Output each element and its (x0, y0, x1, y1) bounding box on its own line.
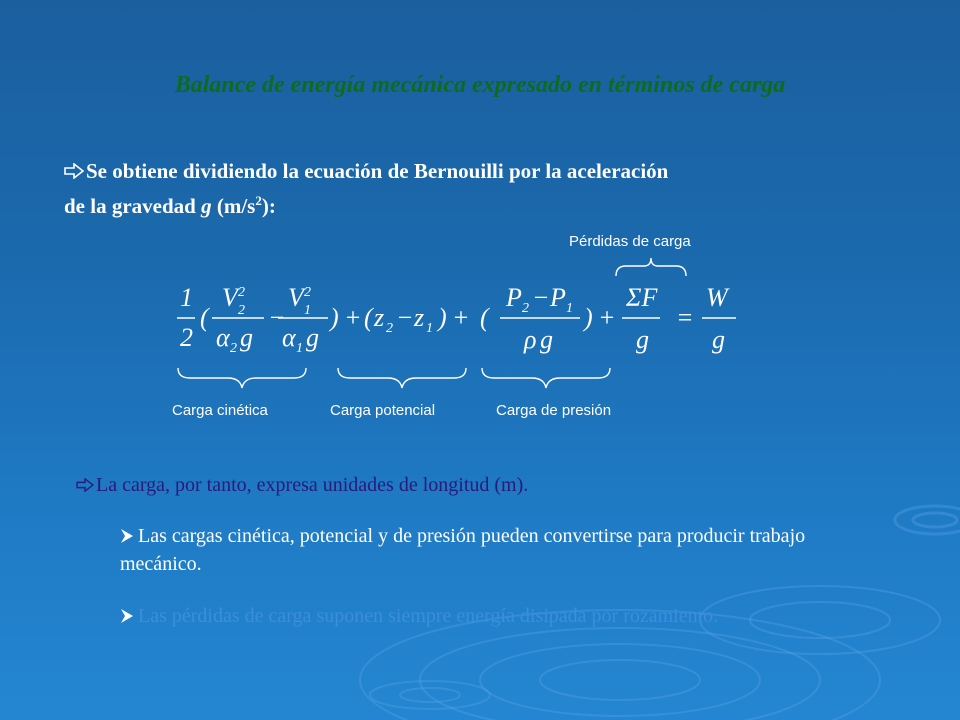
sub-bullet-losses (120, 602, 880, 630)
svg-text:1: 1 (180, 283, 193, 312)
svg-text:(: ( (480, 303, 489, 332)
svg-text:2: 2 (180, 323, 193, 352)
svg-text:α: α (282, 323, 296, 352)
svg-text:g: g (306, 323, 319, 352)
svg-text:g: g (636, 325, 649, 354)
svg-text:g: g (540, 325, 553, 354)
svg-text:−: − (268, 303, 286, 332)
svg-text:2: 2 (386, 321, 393, 336)
bullet-head-units-text: La carga, por tanto, expresa unidades de longitud (m). (96, 474, 529, 496)
label-pressure-head: Carga de presión (496, 402, 612, 419)
svg-text:1: 1 (426, 321, 433, 336)
potential-head-brace (336, 366, 468, 390)
label-kinetic-head: Carga cinética (172, 402, 268, 419)
triangle-bullet-icon (120, 608, 134, 624)
svg-text:2: 2 (522, 301, 529, 316)
svg-text:(: ( (364, 303, 373, 332)
sub-bullet-losses-text: Las pérdidas de carga suponen siempre energía disipada por rozamiento. (138, 605, 719, 627)
svg-text:=: = (676, 303, 694, 332)
svg-text:α: α (216, 323, 230, 352)
bullet-head-units (76, 474, 528, 497)
svg-text:z: z (374, 303, 385, 332)
hollow-arrow-icon (64, 163, 84, 179)
unit-text: (m/s (211, 194, 256, 218)
svg-text:(: ( (200, 303, 209, 332)
label-potential-head: Carga potencial (330, 402, 436, 419)
svg-text:P: P (506, 283, 522, 312)
svg-text:1: 1 (304, 303, 311, 318)
sub-bullet-conversion (120, 522, 880, 578)
svg-text:1: 1 (296, 341, 303, 356)
intro-paragraph (64, 156, 864, 221)
sub-bullet-conversion-text: Las cargas cinética, potencial y de presión pueden convertirse para producir trabajo mecánico. (120, 525, 806, 575)
pressure-head-brace (480, 366, 612, 390)
gravity-symbol: g (201, 194, 212, 218)
svg-text:+: + (452, 303, 470, 332)
svg-text:ΣF: ΣF (626, 283, 658, 312)
unit-exponent: 2 (255, 193, 262, 208)
kinetic-head-brace (176, 366, 308, 390)
svg-text:): ) (584, 303, 593, 332)
svg-text:): ) (330, 303, 339, 332)
svg-text:g: g (240, 323, 253, 352)
svg-text:P: P (550, 283, 566, 312)
intro-line-1 (64, 156, 864, 186)
label-head-losses: Pérdidas de carga (569, 233, 691, 250)
svg-text:−: − (396, 303, 414, 332)
svg-text:V: V (288, 283, 304, 312)
svg-text:g: g (712, 325, 725, 354)
svg-text:W: W (706, 283, 728, 312)
svg-text:−: − (532, 283, 550, 312)
svg-text:ρ: ρ (524, 325, 537, 354)
svg-text:1: 1 (566, 301, 573, 316)
intro-line-1-text: Se obtiene dividiendo la ecuación de Bernouilli por la aceleración (86, 159, 669, 183)
svg-text:z: z (414, 303, 425, 332)
intro-line-2 (64, 186, 864, 221)
intro-line-2-end: ): (261, 194, 276, 218)
svg-text:2: 2 (238, 285, 245, 300)
hollow-arrow-icon (76, 478, 94, 492)
svg-text:2: 2 (238, 303, 245, 318)
triangle-bullet-icon (120, 528, 134, 544)
slide-title: Balance de energía mecánica expresado en términos de carga (174, 72, 786, 98)
svg-text:): ) (438, 303, 447, 332)
svg-text:V: V (222, 283, 238, 312)
bernoulli-head-equation (160, 270, 780, 370)
intro-line-2-text: de la gravedad (64, 194, 202, 218)
svg-text:2: 2 (230, 341, 237, 356)
svg-text:+: + (598, 303, 616, 332)
svg-text:+: + (344, 303, 362, 332)
svg-text:2: 2 (304, 285, 311, 300)
